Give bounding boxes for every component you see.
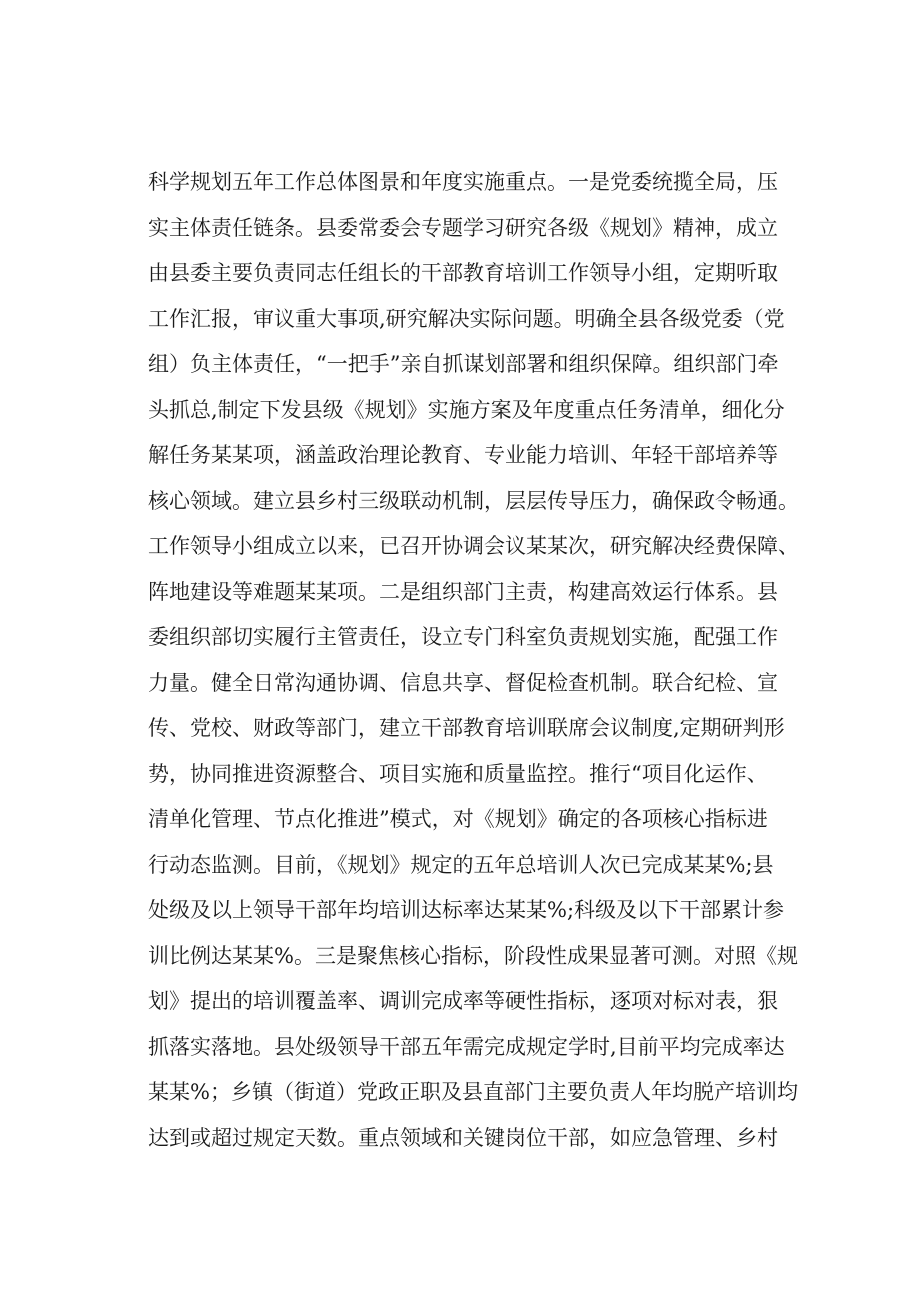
text-line: 委组织部切实履行主管责任，设立专门科室负责规划实施，配强工作 (148, 625, 778, 649)
text-line: 工作领导小组成立以来，已召开协调会议某某次，研究解决经费保障、 (148, 534, 799, 558)
text-line: 实主体责任链条。县委常委会专题学习研究各级《规划》精神，成立 (148, 215, 778, 240)
text-line: 由县委主要负责同志任组长的干部教育培训工作领导小组，定期听取 (148, 261, 778, 285)
text-line: 头抓总,制定下发县级《规划》实施方案及年度重点任务清单，细化分 (148, 397, 785, 422)
text-line: 训比例达某某%。三是聚焦核心指标，阶段性成果显著可测。对照《规 (148, 943, 798, 968)
body-paragraph (148, 160, 828, 1161)
text-line: 势，协同推进资源整合、项目实施和质量监控。推行“项目化运作、 (148, 761, 768, 786)
text-line: 科学规划五年工作总体图景和年度实施重点。一是党委统揽全局，压 (148, 170, 778, 194)
text-line: 核心领域。建立县乡村三级联动机制，层层传导压力，确保政令畅通。 (148, 488, 799, 513)
text-line: 解任务某某项，涵盖政治理论教育、专业能力培训、年轻干部培养等 (148, 443, 778, 467)
text-line: 力量。健全日常沟通协调、信息共享、督促检查机制。联合纪检、宣 (148, 670, 778, 695)
text-line: 阵地建设等难题某某项。二是组织部门主责，构建高效运行体系。县 (148, 579, 778, 604)
text-line: 工作汇报，审议重大事项,研究解决实际问题。明确全县各级党委（党 (148, 306, 785, 331)
text-line: 传、党校、财政等部门，建立干部教育培训联席会议制度,定期研判形 (148, 716, 785, 740)
text-line: 组）负主体责任，“一把手”亲自抓谋划部署和组织保障。组织部门牵 (148, 352, 779, 376)
text-line: 划》提出的培训覆盖率、调训完成率等硬性指标，逐项对标对表，狠 (148, 989, 778, 1013)
text-line: 处级及以上领导干部年均培训达标率达某某%;科级及以下干部累计参 (148, 898, 785, 922)
text-line: 抓落实落地。县处级领导干部五年需完成规定学时,目前平均完成率达 (148, 1034, 785, 1059)
text-line: 清单化管理、节点化推进”模式，对《规划》确定的各项核心指标进 (148, 807, 768, 831)
text-line: 某某%；乡镇（街道）党政正职及县直部门主要负责人年均脱产培训均 (148, 1080, 798, 1104)
text-line: 达到或超过规定天数。重点领域和关键岗位干部，如应急管理、乡村 (148, 1125, 778, 1150)
text-line: 行动态监测。目前，《规划》规定的五年总培训人次已完成某某%;县 (148, 852, 774, 877)
